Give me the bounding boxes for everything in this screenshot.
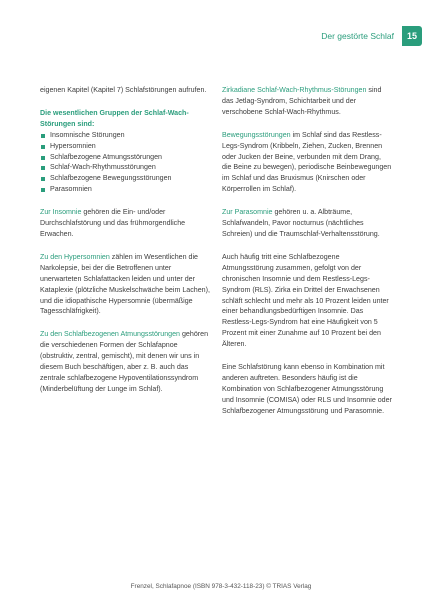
parasomnie-term: Zur Parasomnie [222,208,273,217]
atmung-text: gehören die verschiedenen Formen der Schlafapnoe (obstruktiv, zentral, gemischt), mit denen wir uns in diesem Buch beschäftigen, aber z. B. auch das zentrale schlafbezogene Hypoventilationssyndrom (Minderbelüftung der Lunge im Schlaf). [40,330,209,393]
page-header [321,26,422,46]
page-number-badge: 15 [402,26,422,46]
parasomnie-paragraph [222,207,392,240]
left-column [40,85,210,407]
running-title: Der gestörte Schlaf [321,31,394,41]
bewegung-paragraph [222,130,392,195]
groups-list [40,130,210,195]
insomnie-text: gehören die Ein- und/oder Durchschlafstörung und das frühmorgendliche Erwachen. [40,208,186,238]
list-item: Parasomnien [40,184,210,195]
list-item: Schlaf-Wach-Rhythmusstörungen [40,162,210,173]
hypersomnie-term: Zu den Hypersomnien [40,252,110,261]
atmung-paragraph [40,329,210,394]
intro-paragraph: eigenen Kapitel (Kapitel 7) Schlafstörungen aufrufen. [40,86,207,94]
right-column [222,85,392,429]
prevalence-paragraph: Auch häufig tritt eine Schlafbezogene Atmungsstörung zusammen, gefolgt von der chronischen Insomnie und dem Restless-Legs-Syndrom (RLS). Zirka ein Drittel der Erwachsenen schläft schlecht und mehr als 10 Prozent leiden unter einer behandlungsbedürftigen Insomnie. Das Restless-Legs-Syndrom hat eine Häufigkeit von 5 Prozent mit einer Zunahme auf 10 Prozent bei den Älteren. [222,252,389,349]
groups-heading: Die wesentlichen Gruppen der Schlaf-Wach-Störungen sind: [40,108,189,128]
hypersomnie-paragraph [40,252,210,317]
rhythmus-paragraph [222,85,392,118]
list-item: Insomnische Störungen [40,130,210,141]
list-item: Schlafbezogene Bewegungsstörungen [40,173,210,184]
hypersomnie-text: zählen im Wesentlichen die Narkolepsie, bei der die Betroffenen unter unerwarteten Schlafattacken leiden und unter der Kataplexie (plötzliche Muskelschwäche beim Lachen), und die idiopathische Hypersomnie (übermäßige Tagesschläfrigkeit). [40,252,210,316]
rhythmus-text: sind das Jetlag-Syndrom, Schichtarbeit und der verschobene Schlaf-Wach-Rhythmus. [222,86,382,116]
list-item: Schlafbezogene Atmungsstörungen [40,152,210,163]
bewegung-text: im Schlaf sind das Restless-Legs-Syndrom (Kribbeln, Ziehen, Zucken, Brennen oder Jucken der Beine, verbunden mit dem Drang, die Beine zu bewegen), periodische Beinbewegungen im Schlaf und das Bruxismus (Knirschen oder Körperrollen im Schlaf). [222,130,392,194]
rhythmus-term: Zirkadiane Schlaf-Wach-Rhythmus-Störungen [222,86,367,94]
atmung-term: Zu den Schlafbezogenen Atmungsstörungen [40,330,181,339]
insomnie-term: Zur Insomnie [40,208,82,217]
combination-paragraph: Eine Schlafstörung kann ebenso in Kombination mit anderen auftreten. Besonders häufig ist die Kombination von Schlafbezogener Atmungsstörung und Insomnie (COMISA) oder RLS und Insomnie oder Schlafbezogener Atmungsstörung und Parasomnie. [222,363,392,415]
list-item: Hypersomnien [40,141,210,152]
bewegung-term: Bewegungsstörungen [222,130,291,139]
insomnie-paragraph [40,207,210,240]
parasomnie-text: gehören u. a. Albträume, Schlafwandeln, Pavor nocturnus (nächtliches Schreien) und die Traumschlaf-Verhaltensstörung. [222,208,380,238]
page-footer: Frenzel, Schlafapnoe (ISBN 978-3-432-118-23) © TRIAS Verlag [130,583,312,590]
